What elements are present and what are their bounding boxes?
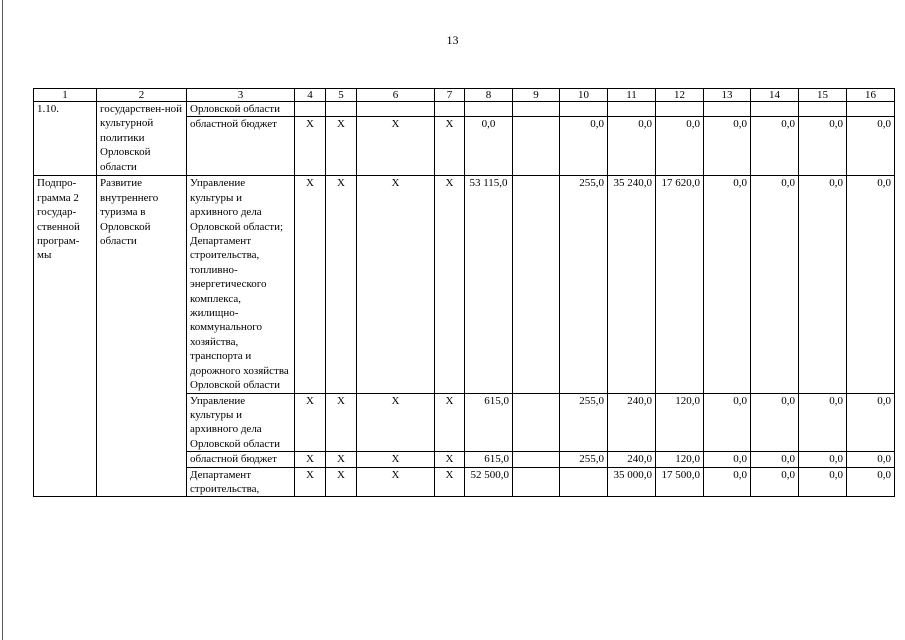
item-name-cell: государствен-ной культурной политики Орловской области [97, 102, 187, 176]
table-cell: X [435, 467, 465, 497]
table-cell: 0,0 [847, 467, 895, 497]
table-cell [560, 467, 608, 497]
table-row [34, 102, 895, 117]
table-cell: 0,0 [704, 467, 751, 497]
table-cell [560, 102, 608, 117]
table-cell: X [295, 452, 326, 467]
item-name-cell: Развитие внутреннего туризма в Орловской области [97, 176, 187, 497]
table-header-row [34, 89, 895, 102]
table-cell: 0,0 [751, 393, 799, 452]
column-header: 14 [751, 89, 799, 102]
table-cell: 0,0 [751, 117, 799, 176]
table-cell: 240,0 [608, 452, 656, 467]
table-cell: X [435, 452, 465, 467]
table-cell: 0,0 [799, 452, 847, 467]
table-cell: 17 620,0 [656, 176, 704, 393]
table-cell: 0,0 [751, 467, 799, 497]
table-cell [357, 102, 435, 117]
column-header: 5 [326, 89, 357, 102]
table-cell: 0,0 [847, 176, 895, 393]
table-cell: X [435, 176, 465, 393]
table-cell [513, 452, 560, 467]
table-cell [435, 102, 465, 117]
table-cell: X [357, 467, 435, 497]
table-cell: 0,0 [799, 117, 847, 176]
table-cell: X [295, 467, 326, 497]
table-cell [656, 102, 704, 117]
table-cell [513, 102, 560, 117]
page-number: 13 [446, 33, 459, 47]
table-row [34, 176, 895, 393]
column-header: 11 [608, 89, 656, 102]
table-cell [513, 176, 560, 393]
column-header: 9 [513, 89, 560, 102]
table-cell: 53 115,0 [465, 176, 513, 393]
executor-cell: Управление культуры и архивного дела Орловской области [187, 393, 295, 452]
table-cell: 0,0 [799, 176, 847, 393]
table-cell: X [326, 176, 357, 393]
item-number-cell: Подпро-грамма 2 государ-ственной програм-мы [34, 176, 97, 497]
table-cell: 0,0 [704, 117, 751, 176]
table-cell: 255,0 [560, 176, 608, 393]
column-header: 10 [560, 89, 608, 102]
column-header: 12 [656, 89, 704, 102]
table-cell [799, 102, 847, 117]
column-header: 8 [465, 89, 513, 102]
table-cell: 240,0 [608, 393, 656, 452]
table-cell [513, 393, 560, 452]
table-cell: 0,0 [560, 117, 608, 176]
executor-cell: областной бюджет [187, 452, 295, 467]
table-cell: X [295, 176, 326, 393]
table-cell: 0,0 [847, 393, 895, 452]
table-cell: 0,0 [704, 176, 751, 393]
table-cell: 35 000,0 [608, 467, 656, 497]
table-cell: X [326, 393, 357, 452]
page-left-edge [2, 0, 3, 640]
table-cell: 0,0 [704, 452, 751, 467]
table-cell: 17 500,0 [656, 467, 704, 497]
table-cell [465, 102, 513, 117]
column-header: 3 [187, 89, 295, 102]
table-cell: X [326, 452, 357, 467]
table-cell [608, 102, 656, 117]
table-cell: X [435, 117, 465, 176]
table-cell: 255,0 [560, 393, 608, 452]
item-number-cell: 1.10. [34, 102, 97, 176]
table-cell: 0,0 [465, 117, 513, 176]
table-cell: 35 240,0 [608, 176, 656, 393]
table-cell: X [357, 393, 435, 452]
executor-cell: областной бюджет [187, 117, 295, 176]
table-cell: 615,0 [465, 393, 513, 452]
column-header: 13 [704, 89, 751, 102]
table-cell: 0,0 [799, 467, 847, 497]
table-cell [326, 102, 357, 117]
column-header: 6 [357, 89, 435, 102]
table-cell: 0,0 [847, 452, 895, 467]
table-cell: X [357, 117, 435, 176]
table-cell: 52 500,0 [465, 467, 513, 497]
table-cell [513, 467, 560, 497]
table-cell: 0,0 [751, 452, 799, 467]
table-cell: 120,0 [656, 452, 704, 467]
column-header: 16 [847, 89, 895, 102]
table-cell [751, 102, 799, 117]
executor-cell: Управление культуры и архивного дела Орловской области; Департамент строительства, топливно-энергетического комплекса, жилищно-коммунального хозяйства, транспорта и дорожного хозяйства Орловской области [187, 176, 295, 393]
table-cell [295, 102, 326, 117]
table-cell: 0,0 [704, 393, 751, 452]
table-cell: 0,0 [656, 117, 704, 176]
column-header: 4 [295, 89, 326, 102]
table-cell: 0,0 [608, 117, 656, 176]
table-cell [513, 117, 560, 176]
executor-cell: Департамент строительства, [187, 467, 295, 497]
table-cell: X [435, 393, 465, 452]
table-cell [704, 102, 751, 117]
executor-cell: Орловской области [187, 102, 295, 117]
column-header: 7 [435, 89, 465, 102]
budget-table [33, 88, 895, 497]
column-header: 15 [799, 89, 847, 102]
table-cell: X [357, 452, 435, 467]
table-cell: 120,0 [656, 393, 704, 452]
column-header: 1 [34, 89, 97, 102]
table-cell: 0,0 [799, 393, 847, 452]
table-cell: X [357, 176, 435, 393]
table-cell: X [295, 117, 326, 176]
table-cell: 615,0 [465, 452, 513, 467]
table-cell [847, 102, 895, 117]
table-cell: X [326, 117, 357, 176]
table-cell: 255,0 [560, 452, 608, 467]
table-cell: X [326, 467, 357, 497]
table-cell: X [295, 393, 326, 452]
column-header: 2 [97, 89, 187, 102]
table-cell: 0,0 [751, 176, 799, 393]
table-cell: 0,0 [847, 117, 895, 176]
